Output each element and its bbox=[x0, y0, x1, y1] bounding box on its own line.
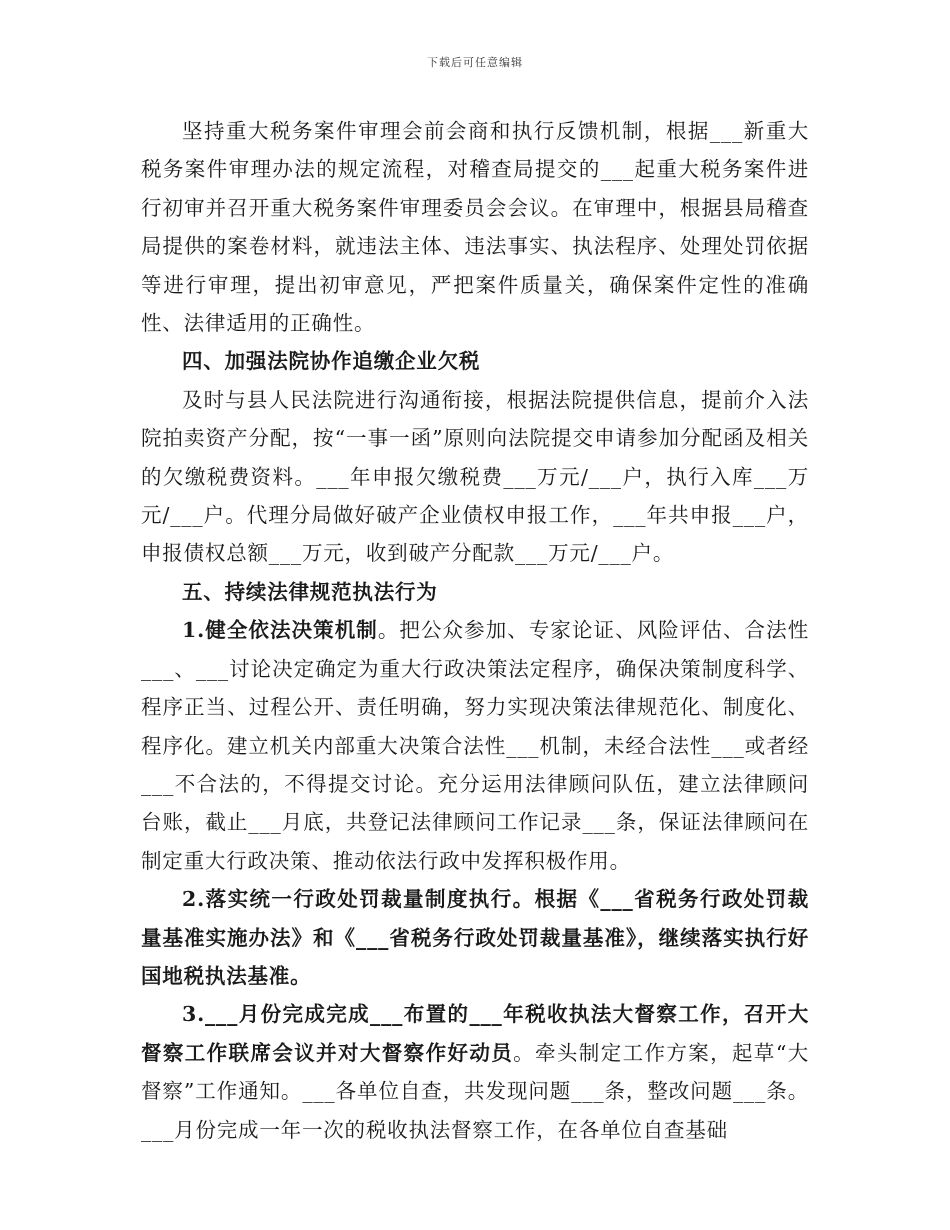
paragraph-lead-text: 3.___月份完成完成___布置的___年税收执法大督察工作，召开大督察工作联席会议并对大督察作好动员 bbox=[141, 1002, 809, 1065]
paragraph-court-cooperation: 及时与县人民法院进行沟通衔接，根据法院提供信息，提前介入法院拍卖资产分配，按“一事一函”原则向法院提交申请参加分配函及相关的欠缴税费资料。___年申报欠缴税费___万元/___户，执行入库___万元/___户。代理分局做好破产企业债权申报工作，___年共申报___户，申报债权总额___万元，收到破产分配款___万元/___户。 bbox=[141, 387, 809, 566]
page-header: 下载后可任意编辑 bbox=[427, 56, 523, 69]
paragraph-body-text: 。把公众参加、专家论证、风险评估、合法性___、___讨论决定确定为重大行政决策法定程序，确保决策制度科学、程序正当、过程公开、责任明确，努力实现决策法律规范化、制度化、程序化。建立机关内部重大决策合法性___机制，未经合法性___或者经___不合法的，不得提交讨论。充分运用法律顾问队伍，建立法律顾问台账，截止___月底，共登记法律顾问工作记录___条，保证法律顾问在制定重大行政决策、推动依法行政中发挥积极作用。 bbox=[141, 618, 809, 873]
paragraph-case-review: 坚持重大税务案件审理会前会商和执行反馈机制，根据___新重大税务案件审理办法的规定流程，对稽查局提交的___起重大税务案件进行初审并召开重大税务案件审理委员会会议。在审理中，根据县局稽查局提供的案卷材料，就违法主体、违法事实、执法程序、处理处罚依据等进行审理，提出初审意见，严把案件质量关，确保案件定性的准确性、法律适用的正确性。 bbox=[141, 119, 809, 336]
document-body bbox=[141, 112, 809, 1149]
paragraph-lead-text: 1.健全依法决策机制 bbox=[182, 618, 378, 643]
paragraph-penalty-discretion: 2.落实统一行政处罚裁量制度执行。根据《___省税务行政处罚裁量基准实施办法》和《___省税务行政处罚裁量基准》，继续落实执行好国地税执法基准。 bbox=[141, 887, 809, 988]
paragraph-supervision bbox=[141, 995, 809, 1149]
paragraph-decision-mechanism bbox=[141, 611, 809, 880]
section-heading-4: 四、加强法院协作追缴企业欠税 bbox=[182, 349, 481, 374]
section-heading-5: 五、持续法律规范执法行为 bbox=[182, 579, 438, 604]
paragraph-body-text: 。牵头制定工作方案，起草“大督察”工作通知。___各单位自查，共发现问题___条，整改问题___条。___月份完成一年一次的税收执法督察工作，在各单位自查基础 bbox=[141, 1040, 809, 1142]
